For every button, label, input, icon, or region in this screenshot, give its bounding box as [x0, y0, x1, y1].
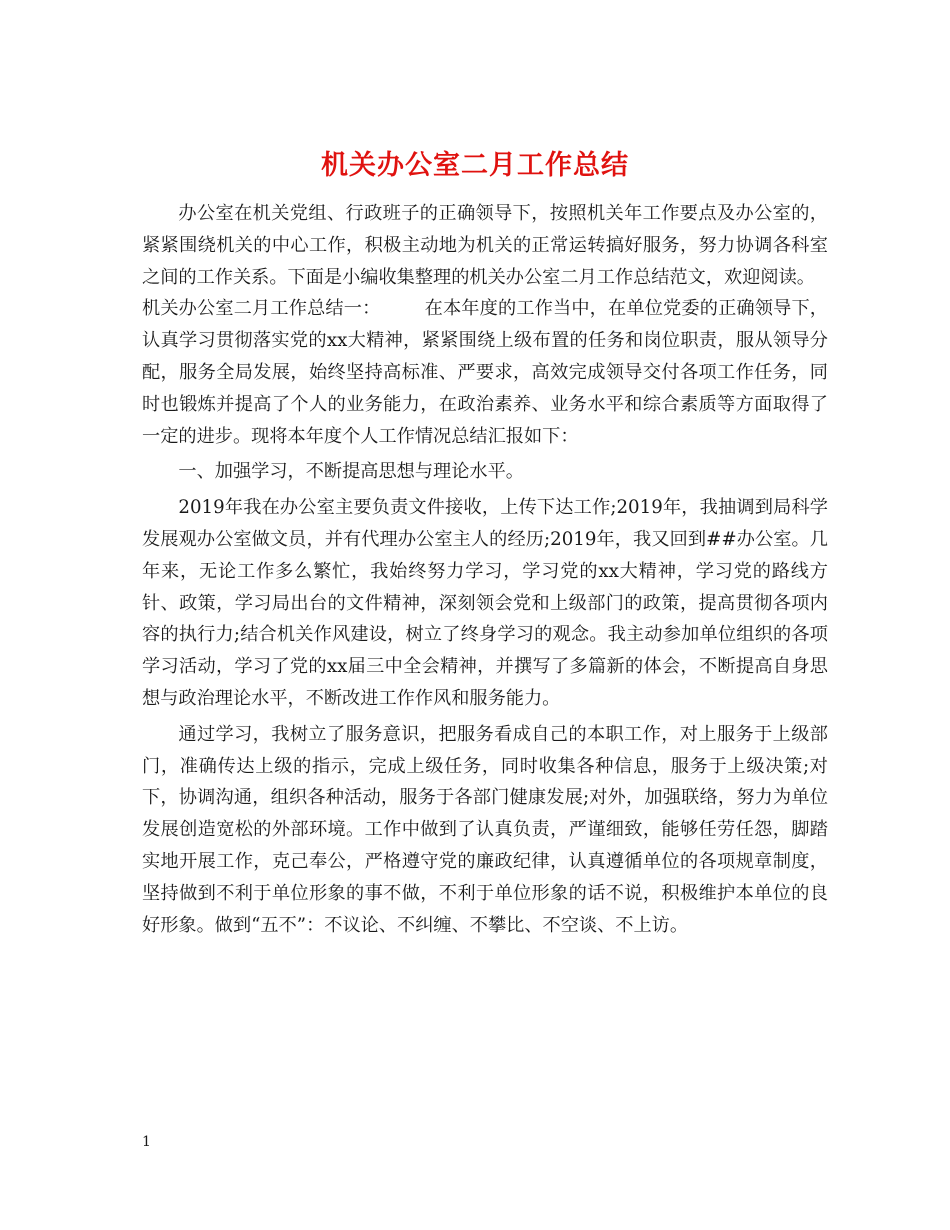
- page-number: 1: [142, 1134, 151, 1150]
- paragraph-summary-one: [142, 293, 828, 452]
- paragraph-summary-one-body: 在本年度的工作当中，在单位党委的正确领导下，认真学习贯彻落实党的xx大精神，紧紧围绕上级布置的任务和岗位职责，服从领导分配，服务全局发展，始终坚持高标准、严要求，高效完成领导交付各项工作任务，同时也锻炼并提高了个人的业务能力，在政治素养、业务水平和综合素质等方面取得了一定的进步。现将本年度个人工作情况总结汇报如下：: [142, 298, 828, 447]
- document-body: [142, 198, 828, 941]
- paragraph-intro: 办公室在机关党组、行政班子的正确领导下，按照机关年工作要点及办公室的，紧紧围绕机关的中心工作，积极主动地为机关的正常运转搞好服务，努力协调各科室之间的工作关系。下面是小编收集整理的机关办公室二月工作总结范文，欢迎阅读。: [142, 203, 828, 288]
- paragraph-work-history: 2019年我在办公室主要负责文件接收，上传下达工作;2019年，我抽调到局科学发展观办公室做文员，并有代理办公室主人的经历;2019年，我又回到##办公室。几年来，无论工作多么繁忙，我始终努力学习，学习党的xx大精神，学习党的路线方针、政策，学习局出台的文件精神，深刻领会党和上级部门的政策，提高贯彻各项内容的执行力;结合机关作风建设，树立了终身学习的观念。我主动参加单位组织的各项学习活动，学习了党的xx届三中全会精神，并撰写了多篇新的体会，不断提高自身思想与政治理论水平，不断改进工作作风和服务能力。: [142, 497, 828, 709]
- document-title: 机关办公室二月工作总结: [321, 150, 629, 182]
- section-heading: 机关办公室二月工作总结一：: [142, 298, 381, 320]
- paragraph-service-awareness: 通过学习，我树立了服务意识，把服务看成自己的本职工作，对上服务于上级部门，准确传达上级的指示，完成上级任务，同时收集各种信息，服务于上级决策;对下，协调沟通，组织各种活动，服务于各部门健康发展;对外，加强联络，努力为单位发展创造宽松的外部环境。工作中做到了认真负责，严谨细致，能够任劳任怨，脚踏实地开展工作，克己奉公，严格遵守党的廉政纪律，认真遵循单位的各项规章制度，坚持做到不利于单位形象的事不做，不利于单位形象的话不说，积极维护本单位的良好形象。做到“五不”：不议论、不纠缠、不攀比、不空谈、不上访。: [142, 723, 828, 936]
- paragraph-section-one-heading: 一、加强学习，不断提高思想与理论水平。: [178, 461, 524, 483]
